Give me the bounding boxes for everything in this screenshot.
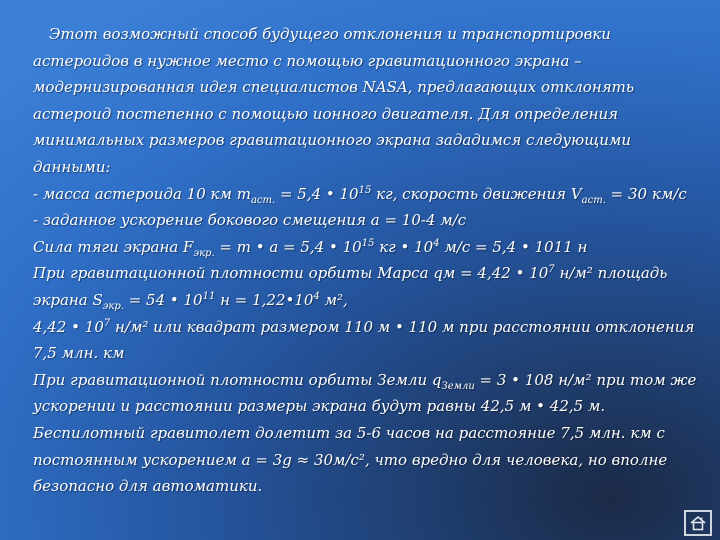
slide-body-text xyxy=(33,21,697,500)
text-line: данными: xyxy=(33,157,111,176)
text-line: астероид постепенно с помощью ионного двигателя. Для определения xyxy=(33,104,619,123)
text-line: безопасно для автоматики. xyxy=(33,477,263,496)
home-icon xyxy=(689,515,707,531)
text-line: минимальных размеров гравитационного экрана зададимся следующими xyxy=(33,131,632,150)
home-button[interactable] xyxy=(684,510,712,536)
text-line: модернизированная идея специалистов NASA, предлагающих отклонять xyxy=(33,78,635,97)
text-line: астероидов в нужное место с помощью гравитационного экрана – xyxy=(33,51,582,70)
text-line-thrust: Сила тяги экрана $F_{экр.} = m$ • a = 5,4 • $10^{15}$ кг • $10^4$ м/с = 5,4 • 1011 н xyxy=(33,237,588,259)
text-line: Этот возможный способ будущего отклонения и транспортировки xyxy=(49,25,611,43)
text-line: ускорении и расстоянии размеры экрана будут равны 42,5 м • 42,5 м. xyxy=(33,397,606,416)
text-line: постоянным ускорением a = 3g ≈ 30м/с², что вредно для человека, но вполне xyxy=(33,450,668,469)
text-line: Беспилотный гравитолет долетит за 5-6 часов на расстояние 7,5 млн. км с xyxy=(33,423,665,442)
text-line-square: 4,42 • $10^7$ н/м² или квадрат размером 110 м • 110 м при расстоянии отклонения xyxy=(33,317,695,336)
text-line-mars: При гравитационной плотности орбиты Марса qм = 4,42 • $10^7$ н/м² площадь xyxy=(33,264,668,283)
text-line: - заданное ускорение бокового смещения a = 10-4 м/с xyxy=(33,211,467,230)
text-line-asteroid-mass: - масса астероида 10 км $m_{аст.} = 5,4$ • $10^{15}$ кг, скорость движения $V_{аст.} = 30$ км/с xyxy=(33,184,687,206)
text-line-screen-area: экрана $S_{экр.} = 54$ • $10^{11}$ $н = 1,22•10^4$ м², xyxy=(33,290,348,312)
text-line-earth: При гравитационной плотности орбиты Земли $q_{Земли} = 3$ • 108 н/м² при том же xyxy=(33,370,697,392)
text-line: 7,5 млн. км xyxy=(33,344,125,363)
